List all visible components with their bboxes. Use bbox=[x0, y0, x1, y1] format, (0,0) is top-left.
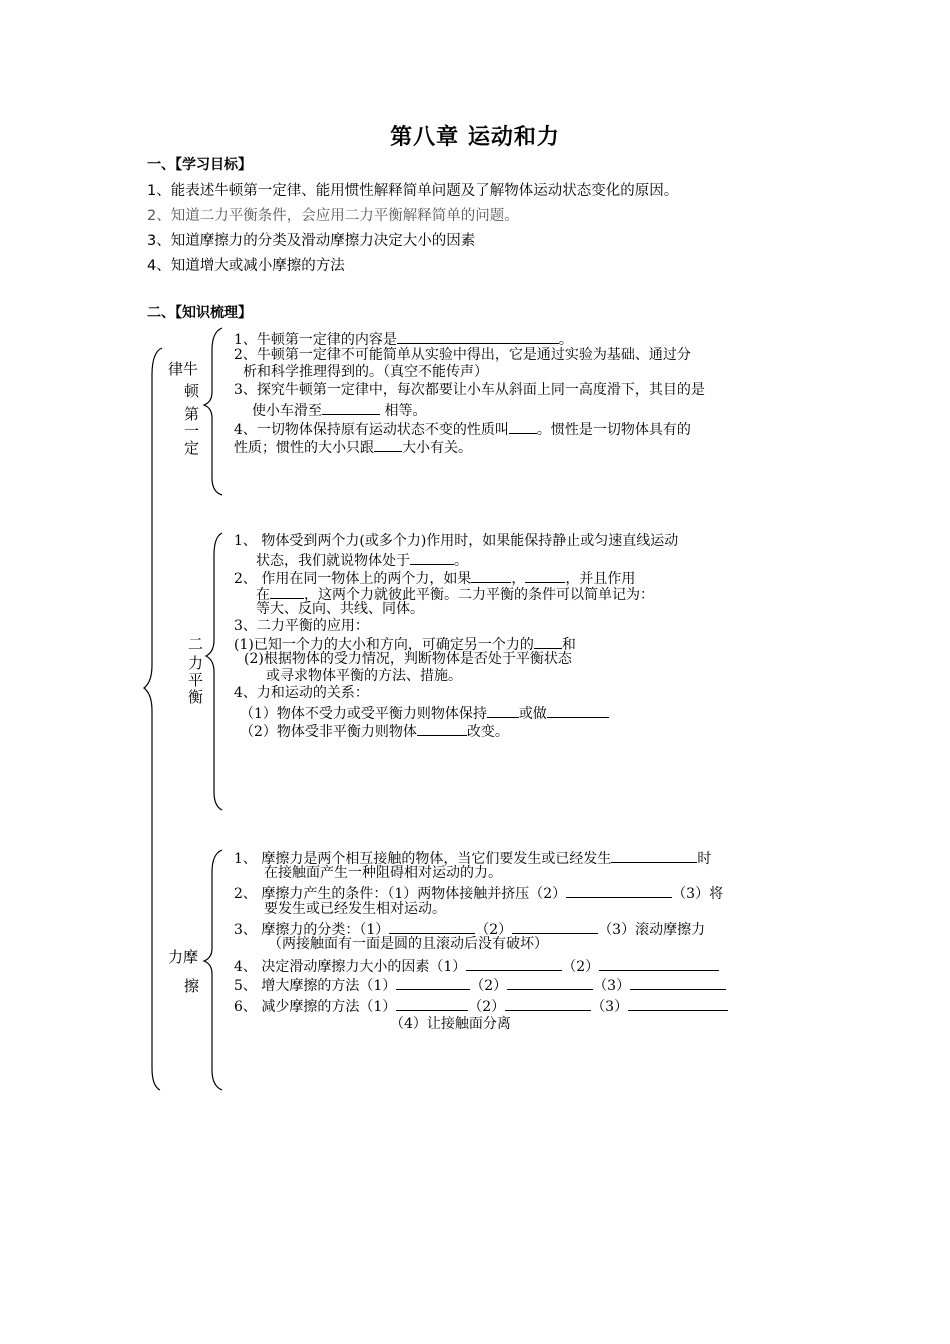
newton-line bbox=[234, 437, 472, 457]
friction-side-label: 擦 bbox=[184, 977, 200, 995]
newton-brace bbox=[204, 328, 222, 495]
fill-blank[interactable] bbox=[397, 329, 559, 344]
newton-line-text: 性质；惯性的大小只跟 bbox=[234, 440, 374, 456]
friction-line-text: （3） bbox=[593, 978, 631, 994]
balance-line-text: 。 bbox=[454, 553, 468, 569]
balance-line-text: 2、 作用在同一物体上的两个力，如果 bbox=[234, 571, 472, 587]
objective-item: 2、知道二力平衡条件，会应用二力平衡解释简单的问题。 bbox=[147, 208, 519, 224]
objective-item: 4、知道增大或减小摩擦的方法 bbox=[147, 258, 345, 274]
newton-line bbox=[234, 419, 691, 439]
balance-line-text: 或做 bbox=[518, 706, 547, 722]
objectives-heading: 一、【学习目标】 bbox=[147, 157, 252, 173]
balance-line: 3、二力平衡的应用： bbox=[234, 618, 369, 634]
fill-blank[interactable] bbox=[534, 634, 562, 649]
fill-blank[interactable] bbox=[611, 848, 697, 863]
balance-line bbox=[256, 550, 468, 570]
fill-blank[interactable] bbox=[628, 996, 728, 1011]
objective-item: 3、知道摩擦力的分类及滑动摩擦力决定大小的因素 bbox=[147, 233, 476, 249]
newton-side-label: 定 bbox=[184, 439, 200, 457]
newton-line-text: 1、牛顿第一定律的内容是 bbox=[234, 332, 397, 348]
friction-line bbox=[234, 996, 728, 1016]
balance-line-text: ，并且作用 bbox=[565, 571, 636, 587]
friction-line: 要发生或已经发生相对运动。 bbox=[264, 901, 446, 917]
fill-blank[interactable] bbox=[417, 721, 467, 736]
friction-line-text: 2、 摩擦力产生的条件：（1）两物体接触并挤压（2） bbox=[234, 886, 567, 902]
balance-line-text: 和 bbox=[561, 637, 576, 653]
friction-line bbox=[234, 883, 723, 903]
fill-blank[interactable] bbox=[507, 975, 593, 990]
friction-line-text: 4、 决定滑动摩擦力大小的因素（1） bbox=[234, 959, 467, 975]
balance-line-text: 在 bbox=[256, 587, 270, 603]
balance-line: 1、 物体受到两个力(或多个力)作用时，如果能保持静止或匀速直线运动 bbox=[234, 533, 679, 549]
fill-blank[interactable] bbox=[630, 975, 726, 990]
fill-blank[interactable] bbox=[599, 956, 719, 971]
friction-line-text: （3） bbox=[591, 999, 629, 1015]
balance-side-label: 衡 bbox=[188, 688, 204, 706]
friction-line-text: 时 bbox=[697, 851, 712, 867]
friction-brace bbox=[204, 850, 222, 1090]
fill-blank[interactable] bbox=[509, 419, 537, 434]
friction-line: （4）让接触面分离 bbox=[390, 1016, 511, 1032]
friction-side-label: 力摩 bbox=[168, 948, 199, 966]
objective-item: 1、能表述牛顿第一定律、能用惯性解释简单问题及了解物体运动状态变化的原因。 bbox=[147, 183, 679, 199]
newton-line: 2、牛顿第一定律不可能简单从实验中得出，它是通过实验为基础、通过分 bbox=[234, 347, 691, 363]
newton-line-text: 相等。 bbox=[380, 403, 427, 419]
friction-line: （两接触面有一面是圆的且滚动后没有破坏） bbox=[268, 936, 548, 952]
balance-side-label: 平 bbox=[188, 671, 204, 689]
fill-blank[interactable] bbox=[547, 703, 609, 718]
balance-side-label: 二 bbox=[188, 635, 204, 653]
newton-line-text: 大小有关。 bbox=[402, 440, 472, 456]
balance-line-text: ，这两个力就彼此平衡。二力平衡的条件可以简单记为： bbox=[304, 587, 654, 603]
newton-line: 3、探究牛顿第一定律中，每次都要让小车从斜面上同一高度滑下，其目的是 bbox=[234, 382, 705, 398]
balance-line: 等大、反向、共线、同体。 bbox=[256, 601, 424, 617]
friction-line-text: 5、 增大摩擦的方法（1） bbox=[234, 978, 397, 994]
friction-line bbox=[234, 975, 726, 995]
friction-line-text: （3）将 bbox=[672, 886, 724, 902]
newton-line-text: 。 bbox=[558, 332, 573, 348]
balance-line: (2)根据物体的受力情况，判断物体是否处于平衡状态 bbox=[244, 651, 572, 667]
newton-line-text: 。惯性是一切物体具有的 bbox=[536, 422, 691, 438]
fill-blank[interactable] bbox=[471, 568, 511, 583]
friction-line-text: 1、 摩擦力是两个相互接触的物体，当它们要发生或已经发生 bbox=[234, 851, 612, 867]
newton-line-text: 4、一切物体保持原有运动状态不变的性质叫 bbox=[234, 422, 509, 438]
friction-line-text: 3、 摩擦力的分类：（1） bbox=[234, 922, 390, 938]
balance-line-text: 改变。 bbox=[466, 724, 509, 740]
fill-blank[interactable] bbox=[505, 996, 591, 1011]
balance-line-text: （1）物体不受力或受平衡力则物体保持 bbox=[240, 706, 487, 722]
friction-line bbox=[234, 956, 719, 976]
friction-line-text: 6、 减少摩擦的方法（1） bbox=[234, 999, 397, 1015]
balance-line-text: （2）物体受非平衡力则物体 bbox=[240, 724, 417, 740]
balance-line bbox=[240, 721, 509, 741]
friction-line-text: （2） bbox=[470, 978, 508, 994]
balance-line bbox=[240, 703, 609, 723]
balance-brace bbox=[206, 533, 222, 810]
fill-blank[interactable] bbox=[525, 568, 565, 583]
fill-blank[interactable] bbox=[466, 956, 562, 971]
balance-side-label: 力 bbox=[188, 654, 204, 672]
friction-line: 在接触面产生一种阻碍相对运动的力。 bbox=[264, 865, 502, 881]
balance-line: 或寻求物体平衡的方法、措施。 bbox=[266, 668, 462, 684]
newton-side-label: 顿 bbox=[184, 382, 200, 400]
outer-brace bbox=[144, 348, 162, 1090]
newton-side-label: 律牛 bbox=[168, 360, 199, 378]
fill-blank[interactable] bbox=[410, 550, 454, 565]
newton-side-label: 一 bbox=[184, 422, 200, 440]
knowledge-heading: 二、【知识梳理】 bbox=[147, 305, 252, 321]
newton-line-text: 使小车滑至 bbox=[252, 403, 322, 419]
friction-line-text: （3）滚动摩擦力 bbox=[598, 922, 706, 938]
fill-blank[interactable] bbox=[389, 919, 475, 934]
fill-blank[interactable] bbox=[512, 919, 598, 934]
friction-line-text: （2） bbox=[475, 922, 513, 938]
fill-blank[interactable] bbox=[566, 883, 672, 898]
fill-blank[interactable] bbox=[322, 400, 380, 415]
fill-blank[interactable] bbox=[396, 975, 470, 990]
fill-blank[interactable] bbox=[374, 437, 402, 452]
page-title: 第八章 运动和力 bbox=[390, 125, 560, 150]
newton-line bbox=[234, 329, 573, 349]
fill-blank[interactable] bbox=[487, 703, 519, 718]
balance-line-text: (1)已知一个力的大小和方向，可确定另一个力的 bbox=[234, 637, 534, 653]
fill-blank[interactable] bbox=[270, 584, 304, 599]
balance-line-text: 状态，我们就说物体处于 bbox=[256, 553, 410, 569]
fill-blank[interactable] bbox=[396, 996, 468, 1011]
friction-line-text: （2） bbox=[562, 959, 600, 975]
newton-line: 析和科学推理得到的。（真空不能传声） bbox=[243, 364, 488, 380]
friction-line-text: （2） bbox=[468, 999, 506, 1015]
balance-line: 4、力和运动的关系： bbox=[234, 685, 369, 701]
newton-line bbox=[252, 400, 426, 420]
newton-side-label: 第 bbox=[184, 405, 200, 423]
balance-line-text: ， bbox=[511, 571, 526, 587]
